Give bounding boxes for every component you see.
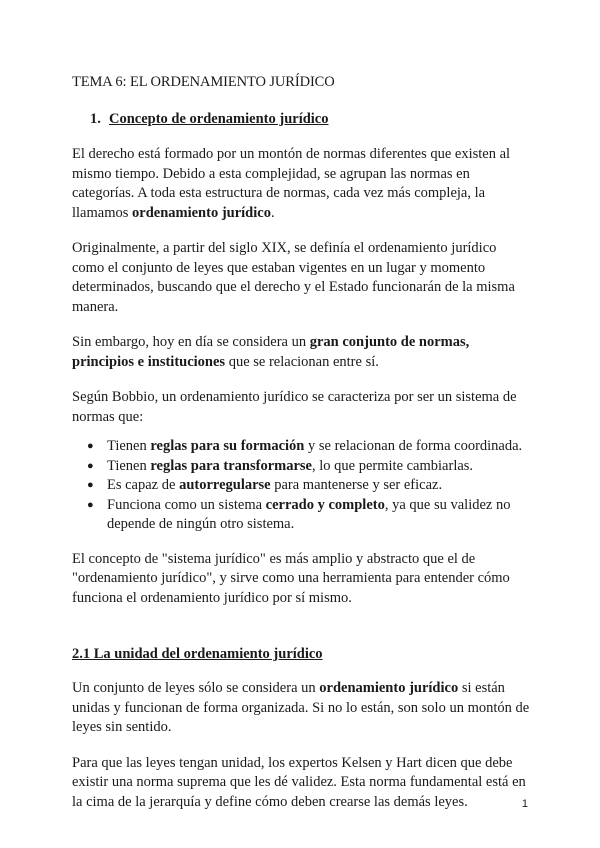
list-item-pre: Es capaz de [107, 477, 180, 493]
paragraph-modern-post: que se relacionan entre sí. [225, 353, 379, 370]
paragraph-modern [72, 333, 532, 372]
list-item [72, 457, 532, 477]
bullet-icon: ● [87, 479, 94, 491]
bobbio-characteristics-list [72, 437, 532, 535]
list-item-pre: Funciona como un sistema [107, 496, 266, 513]
page-content [72, 72, 532, 828]
list-item [72, 476, 532, 496]
paragraph-kelsen-hart: Para que las leyes tengan unidad, los expertos Kelsen y Hart dicen que debe existir una norma suprema que les dé validez. Esta norma fundamental está en la cima de la jerarquía y define cómo deben crearse las demás leyes. [72, 754, 526, 810]
list-item-bold: reglas para transformarse [150, 457, 312, 474]
list-item-post: , lo que permite cambiarlas. [312, 457, 474, 474]
list-item-bold: reglas para su formación [150, 438, 305, 454]
list-item-pre: Tienen [107, 457, 151, 474]
paragraph-unity-post: si están unidas y funcionan de forma organizada. Si no lo están, son solo un montón de leyes sin sentido. [72, 680, 530, 735]
page-number: 1 [521, 798, 528, 810]
section-2-1-heading: 2.1 La unidad del ordenamiento jurídico [72, 646, 323, 662]
list-item-post: y se relacionan de forma coordinada. [304, 438, 523, 454]
list-item-post: para mantenerse y ser eficaz. [270, 477, 443, 493]
document-title: TEMA 6: EL ORDENAMIENTO JURÍDICO [72, 74, 335, 90]
paragraph-definition-text: El derecho está formado por un montón de normas diferentes que existen al mismo tiempo. Debido a esta complejidad, se agrupan las normas en categorías. A toda esta estructura de normas, cada vez más compleja, la llamamos [72, 146, 511, 221]
paragraph-origin: Originalmente, a partir del siglo XIX, se definía el ordenamiento jurídico como el conjunto de leyes que estaban vigentes en un lugar y momento determinados, buscando que el derecho y el Estado funcionarán de la misma manera. [72, 240, 515, 315]
section-1-heading [90, 109, 532, 129]
section-1-number: 1. [90, 111, 101, 127]
bullet-icon: ● [87, 459, 94, 472]
list-item-bold: cerrado y completo [265, 496, 385, 513]
paragraph-unity-bold: ordenamiento jurídico [319, 680, 459, 696]
bullet-icon: ● [87, 498, 94, 511]
paragraph-definition-bold: ordenamiento jurídico [132, 204, 271, 221]
section-1-title: Concepto de ordenamiento jurídico [109, 111, 329, 127]
paragraph-modern-bold: gran conjunto de normas, principios e instituciones [72, 334, 470, 370]
paragraph-definition-end: . [270, 204, 275, 221]
list-item-pre: Tienen [107, 438, 151, 454]
paragraph-definition [72, 145, 532, 223]
paragraph-unity-pre: Un conjunto de leyes sólo se considera un [72, 680, 320, 696]
paragraph-bobbio: Según Bobbio, un ordenamiento jurídico se caracteriza por ser un sistema de normas que: [72, 389, 517, 425]
list-item-bold: autorregularse [179, 477, 271, 493]
paragraph-system-concept: El concepto de "sistema jurídico" es más amplio y abstracto que el de "ordenamiento jurídico", y sirve como una herramienta para entender cómo funciona el ordenamiento jurídico por sí mismo. [72, 550, 510, 606]
paragraph-unity [72, 679, 532, 738]
list-item-post: , ya que su validez no depende de ningún otro sistema. [107, 496, 511, 532]
paragraph-modern-pre: Sin embargo, hoy en día se considera un [72, 334, 310, 350]
list-item [72, 437, 532, 457]
list-item [72, 496, 532, 535]
bullet-icon: ● [87, 440, 94, 452]
